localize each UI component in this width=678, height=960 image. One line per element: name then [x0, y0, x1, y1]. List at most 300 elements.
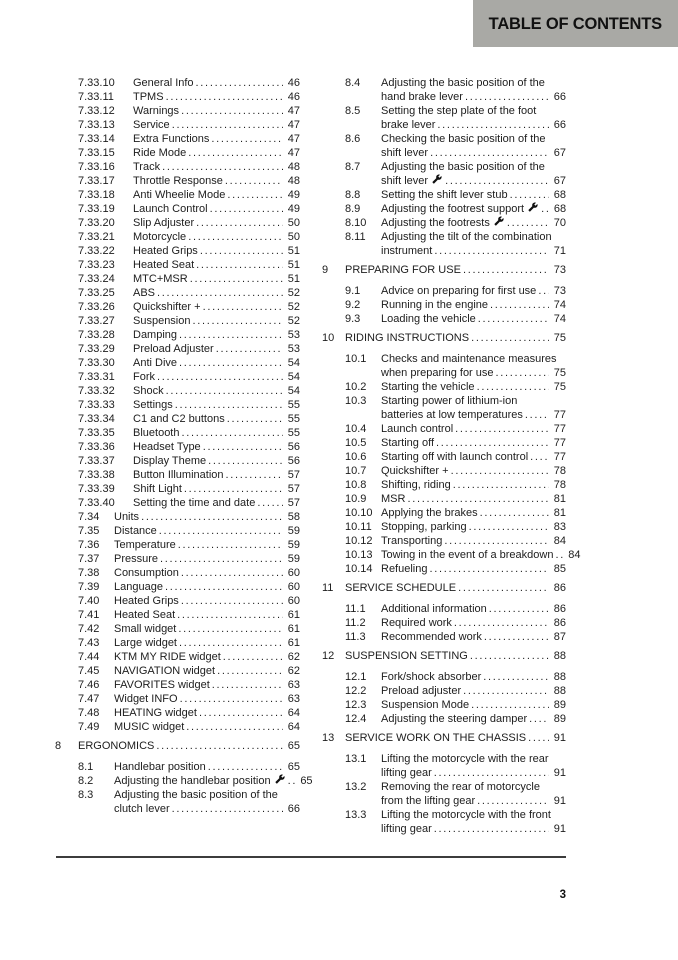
entry-title: Anti Dive: [133, 357, 178, 369]
entry-number: 7.33.15: [78, 147, 115, 159]
toc-entry-row: [55, 650, 300, 664]
entry-line: [114, 622, 300, 636]
entry-number: 12.1: [345, 671, 367, 683]
entry-page-number: 61: [287, 637, 300, 649]
entry-body: [381, 616, 566, 630]
entry-title: Adjusting the basic position of the: [381, 77, 545, 89]
entry-title: Temperature: [114, 539, 176, 551]
entry-line: [114, 692, 300, 706]
dot-leader: [190, 272, 283, 286]
wrench-icon: [275, 774, 285, 788]
dot-leader: [458, 581, 549, 595]
entry-line: [114, 524, 300, 538]
toc-entry-row: [322, 808, 566, 836]
dot-leader: [434, 822, 549, 836]
entry-page-number: 66: [287, 803, 300, 815]
dot-leader: [179, 328, 283, 342]
toc-entry-row: [55, 510, 300, 524]
entry-body: [381, 284, 566, 298]
dot-leader: [538, 284, 549, 298]
entry-title: Distance: [114, 525, 157, 537]
entry-page-number: 84: [553, 535, 566, 547]
entry-number: 8.2: [78, 775, 94, 787]
entry-number: 10.4: [345, 423, 367, 435]
entry-title: Bluetooth: [133, 427, 180, 439]
entry-title: Suspension Mode: [381, 699, 470, 711]
entry-title: Setting the time and date: [133, 497, 256, 509]
entry-number: 10.8: [345, 479, 367, 491]
entry-line: [381, 616, 566, 630]
entry-title: SERVICE WORK ON THE CHASSIS: [345, 732, 527, 744]
entry-body: [133, 76, 300, 90]
dot-leader: [203, 440, 283, 454]
entry-body: [114, 664, 300, 678]
entry-line: [114, 720, 300, 734]
entry-line: [381, 284, 566, 298]
toc-entry-row: [55, 174, 300, 188]
dot-leader: [178, 622, 283, 636]
entry-line: [381, 630, 566, 644]
entry-page-number: 54: [287, 357, 300, 369]
entry-page-number: 51: [287, 273, 300, 285]
dot-leader: [455, 422, 549, 436]
entry-line: [133, 286, 300, 300]
entry-line: [133, 370, 300, 384]
entry-title: Large widget: [114, 637, 177, 649]
entry-body: [381, 312, 566, 326]
entry-line: [381, 380, 566, 394]
dot-leader: [226, 468, 284, 482]
entry-page-number: 75: [553, 367, 566, 379]
entry-title: HEATING widget: [114, 707, 197, 719]
toc-entry-row: [55, 160, 300, 174]
entry-title: MSR: [381, 493, 406, 505]
toc-entry-row: [322, 492, 566, 506]
entry-title: Launch Control: [133, 203, 208, 215]
toc-entry-row: [55, 146, 300, 160]
entry-body: [381, 230, 566, 258]
entry-page-number: 47: [287, 105, 300, 117]
entry-line: [133, 468, 300, 482]
entry-title-continued: brake lever: [381, 119, 436, 131]
toc-entry-row: [55, 202, 300, 216]
entry-body: [114, 566, 300, 580]
entry-body: [133, 398, 300, 412]
entry-title: Additional information: [381, 603, 487, 615]
dot-leader: [469, 520, 549, 534]
entry-number: 11: [322, 582, 334, 594]
entry-number: 7.39: [78, 581, 100, 593]
dot-leader: [454, 616, 549, 630]
toc-entry-row: [322, 284, 566, 298]
toc-entry-row: [322, 104, 566, 132]
entry-page-number: 57: [287, 483, 300, 495]
entry-number: 7.33.16: [78, 161, 115, 173]
entry-number: 7.46: [78, 679, 100, 691]
entry-line: [381, 202, 566, 216]
entry-page-number: 61: [287, 623, 300, 635]
toc-entry-row: [322, 752, 566, 780]
entry-body: [381, 160, 566, 188]
toc-entry-row: [322, 780, 566, 808]
entry-page-number: 91: [553, 823, 566, 835]
entry-body: [133, 440, 300, 454]
entry-title: Preload Adjuster: [133, 343, 214, 355]
entry-number: 10.6: [345, 451, 367, 463]
dot-leader: [484, 630, 549, 644]
toc-entry-row: [322, 216, 566, 230]
entry-line: [114, 802, 300, 816]
entry-number: 7.33.30: [78, 357, 115, 369]
entry-number: 13: [322, 732, 335, 744]
entry-line: [114, 552, 300, 566]
dot-leader: [157, 286, 283, 300]
entry-number: 7.36: [78, 539, 100, 551]
entry-line: [114, 538, 300, 552]
dot-leader: [212, 678, 283, 692]
dot-leader: [434, 766, 549, 780]
entry-line: [133, 398, 300, 412]
entry-body: [114, 760, 300, 774]
entry-page-number: 89: [553, 699, 566, 711]
entry-number: 8.9: [345, 203, 361, 215]
entry-title-continued: from the lifting gear: [381, 795, 476, 807]
dot-leader: [188, 146, 283, 160]
entry-number: 7.33.10: [78, 77, 115, 89]
entry-body: [114, 622, 300, 636]
entry-title: Button Illumination: [133, 469, 224, 481]
entry-title: Service: [133, 119, 170, 131]
dot-leader: [165, 580, 283, 594]
entry-body: [381, 562, 566, 576]
dot-leader: [478, 312, 549, 326]
entry-title: Advice on preparing for first use: [381, 285, 537, 297]
entry-title: MUSIC widget: [114, 721, 185, 733]
dot-leader: [288, 774, 296, 788]
dot-leader: [541, 202, 549, 216]
dot-leader: [172, 802, 283, 816]
toc-entry-row: [55, 454, 300, 468]
toc-entry-row: [55, 188, 300, 202]
entry-number: 8.3: [78, 789, 94, 801]
toc-entry-row: [322, 630, 566, 644]
entry-line: [381, 698, 566, 712]
toc-section-row: [322, 731, 566, 745]
toc-entry-row: [322, 698, 566, 712]
entry-number: 7.47: [78, 693, 100, 705]
dot-leader: [463, 263, 549, 277]
dot-leader: [489, 602, 549, 616]
entry-title: Loading the vehicle: [381, 313, 476, 325]
toc-entry-row: [55, 788, 300, 816]
entry-body: [345, 649, 566, 663]
entry-page-number: 77: [553, 423, 566, 435]
entry-title: Slip Adjuster: [133, 217, 195, 229]
entry-line: [345, 731, 566, 745]
entry-page-number: 88: [553, 685, 566, 697]
entry-number: 8.11: [345, 231, 366, 243]
entry-page-number: 52: [287, 315, 300, 327]
entry-line: [133, 118, 300, 132]
entry-body: [133, 202, 300, 216]
entry-title: Preload adjuster: [381, 685, 462, 697]
entry-number: 7.33.20: [78, 217, 115, 229]
entry-body: [114, 720, 300, 734]
entry-page-number: 91: [553, 732, 566, 744]
dot-leader: [179, 356, 283, 370]
entry-body: [133, 454, 300, 468]
toc-entry-row: [55, 230, 300, 244]
entry-page-number: 77: [553, 451, 566, 463]
entry-body: [381, 478, 566, 492]
dot-leader: [208, 760, 283, 774]
entry-body: [133, 328, 300, 342]
entry-title: Handlebar position: [114, 761, 206, 773]
entry-body: [381, 492, 566, 506]
toc-entry-row: [322, 230, 566, 258]
entry-body: [345, 731, 566, 745]
entry-line: [133, 496, 300, 510]
entry-number: 13.2: [345, 781, 367, 793]
entry-page-number: 88: [553, 671, 566, 683]
entry-body: [381, 216, 566, 230]
entry-number: 8.5: [345, 105, 361, 117]
dot-leader: [196, 76, 283, 90]
entry-title: Throttle Response: [133, 175, 223, 187]
entry-number: 7.33.24: [78, 273, 115, 285]
entry-number: 11.1: [345, 603, 366, 615]
entry-line: [381, 808, 566, 822]
entry-title: Motorcycle: [133, 231, 187, 243]
entry-body: [133, 482, 300, 496]
entry-page-number: 75: [553, 332, 566, 344]
entry-line: [381, 146, 566, 160]
entry-number: 9: [322, 264, 329, 276]
entry-number: 7.33.17: [78, 175, 115, 187]
dot-leader: [181, 104, 283, 118]
entry-page-number: 55: [287, 413, 300, 425]
entry-line: [133, 132, 300, 146]
entry-line: [381, 408, 566, 422]
entry-page-number: 85: [553, 563, 566, 575]
entry-number: 7.33.22: [78, 245, 115, 257]
toc-entry-row: [55, 426, 300, 440]
entry-line: [114, 510, 300, 524]
entry-number: 7.35: [78, 525, 100, 537]
entry-page-number: 68: [553, 189, 566, 201]
dot-leader: [166, 384, 283, 398]
entry-line: [114, 774, 313, 788]
entry-number: 7.38: [78, 567, 100, 579]
toc-entry-row: [55, 706, 300, 720]
entry-line: [133, 426, 300, 440]
entry-body: [381, 76, 566, 104]
toc-entry-row: [322, 712, 566, 726]
entry-body: [133, 468, 300, 482]
entry-body: [133, 188, 300, 202]
entry-page-number: 74: [553, 299, 566, 311]
entry-line: [381, 160, 566, 174]
entry-number: 7.33.37: [78, 455, 115, 467]
dot-leader: [196, 216, 283, 230]
entry-line: [381, 312, 566, 326]
entry-number: 7.33.13: [78, 119, 115, 131]
dot-leader: [444, 534, 549, 548]
entry-number: 9.1: [345, 285, 361, 297]
entry-page-number: 63: [287, 693, 300, 705]
entry-title-continued: hand brake lever: [381, 91, 463, 103]
dot-leader: [496, 366, 549, 380]
toc-section-row: [55, 739, 300, 753]
dot-leader: [157, 370, 283, 384]
entry-line: [133, 258, 300, 272]
entry-page-number: 65: [300, 775, 313, 787]
toc-entry-row: [322, 160, 566, 188]
toc-section-row: [322, 331, 566, 345]
dot-leader: [156, 739, 283, 753]
dot-leader: [471, 331, 549, 345]
entry-line: [133, 146, 300, 160]
toc-entry-row: [55, 678, 300, 692]
footer-page-number: 3: [559, 889, 566, 901]
dot-leader: [178, 538, 283, 552]
dot-leader: [257, 496, 283, 510]
entry-title: Stopping, parking: [381, 521, 467, 533]
entry-body: [381, 380, 566, 394]
entry-body: [381, 534, 566, 548]
entry-body: [381, 752, 566, 780]
entry-page-number: 56: [287, 455, 300, 467]
entry-number: 10.3: [345, 395, 367, 407]
entry-line: [345, 581, 566, 595]
entry-body: [114, 692, 300, 706]
entry-page-number: 46: [287, 77, 300, 89]
entry-line: [381, 464, 566, 478]
entry-body: [345, 263, 566, 277]
entry-number: 12.2: [345, 685, 367, 697]
toc-entry-row: [322, 298, 566, 312]
entry-number: 9.2: [345, 299, 361, 311]
entry-title: Launch control: [381, 423, 454, 435]
entry-title: Starting power of lithium-ion: [381, 395, 518, 407]
entry-body: [133, 160, 300, 174]
entry-title: Heated Grips: [114, 595, 179, 607]
entry-page-number: 54: [287, 385, 300, 397]
entry-line: [133, 454, 300, 468]
wrench-icon: [494, 216, 504, 230]
entry-body: [133, 90, 300, 104]
entry-body: [133, 496, 300, 510]
toc-entry-row: [322, 202, 566, 216]
dot-leader: [445, 174, 549, 188]
toc-section-row: [322, 263, 566, 277]
entry-body: [133, 356, 300, 370]
entry-page-number: 65: [287, 740, 300, 752]
entry-number: 7.40: [78, 595, 100, 607]
entry-line: [114, 608, 300, 622]
entry-number: 7.33.27: [78, 315, 115, 327]
dot-leader: [407, 492, 549, 506]
entry-number: 7.43: [78, 637, 100, 649]
entry-title: Extra Functions: [133, 133, 210, 145]
toc-entry-row: [55, 104, 300, 118]
entry-line: [133, 244, 300, 258]
dot-leader: [225, 174, 283, 188]
entry-body: [133, 286, 300, 300]
entry-body: [381, 132, 566, 160]
toc-entry-row: [55, 622, 300, 636]
entry-line: [133, 356, 300, 370]
toc-entry-row: [55, 356, 300, 370]
entry-number: 8.10: [345, 217, 367, 229]
entry-body: [114, 552, 300, 566]
entry-line: [381, 366, 566, 380]
entry-body: [114, 706, 300, 720]
entry-title: SUSPENSION SETTING: [345, 650, 468, 662]
entry-page-number: 62: [287, 665, 300, 677]
dot-leader: [166, 90, 283, 104]
toc-entry-row: [55, 300, 300, 314]
entry-title: Checks and maintenance measures: [381, 353, 557, 365]
entry-number: 7.33.23: [78, 259, 115, 271]
entry-title: C1 and C2 buttons: [133, 413, 225, 425]
entry-title: Quickshifter +: [133, 301, 201, 313]
entry-title: Adjusting the footrest support: [381, 203, 525, 215]
entry-line: [114, 760, 300, 774]
entry-title: ABS: [133, 287, 156, 299]
entry-body: [381, 780, 566, 808]
entry-page-number: 51: [287, 245, 300, 257]
toc-entry-row: [55, 384, 300, 398]
entry-title: ERGONOMICS: [78, 740, 155, 752]
toc-entry-row: [322, 602, 566, 616]
toc-entry-row: [322, 684, 566, 698]
toc-entry-row: [322, 670, 566, 684]
entry-number: 7.33.38: [78, 469, 115, 481]
toc-entry-row: [322, 436, 566, 450]
entry-body: [381, 684, 566, 698]
dot-leader: [555, 548, 563, 562]
dot-leader: [436, 436, 549, 450]
dot-leader: [177, 608, 283, 622]
entry-number: 10.2: [345, 381, 367, 393]
entry-title: Shifting, riding: [381, 479, 451, 491]
dot-leader: [529, 712, 549, 726]
toc-entry-row: [55, 594, 300, 608]
dot-leader: [227, 412, 283, 426]
entry-line: [133, 300, 300, 314]
entry-page-number: 66: [553, 91, 566, 103]
entry-line: [114, 788, 300, 802]
entry-number: 7.45: [78, 665, 100, 677]
entry-title: Adjusting the steering damper: [381, 713, 528, 725]
entry-body: [381, 298, 566, 312]
entry-page-number: 59: [287, 525, 300, 537]
entry-title-continued: clutch lever: [114, 803, 170, 815]
entry-line: [381, 104, 566, 118]
entry-body: [114, 580, 300, 594]
dot-leader: [180, 692, 283, 706]
footer-divider: [56, 856, 566, 858]
entry-number: 12.3: [345, 699, 367, 711]
entry-page-number: 83: [553, 521, 566, 533]
entry-page-number: 64: [287, 721, 300, 733]
entry-page-number: 70: [553, 217, 566, 229]
dot-leader: [437, 118, 549, 132]
wrench-icon: [528, 202, 538, 216]
entry-number: 7.33.11: [78, 91, 114, 103]
entry-number: 7.33.25: [78, 287, 115, 299]
